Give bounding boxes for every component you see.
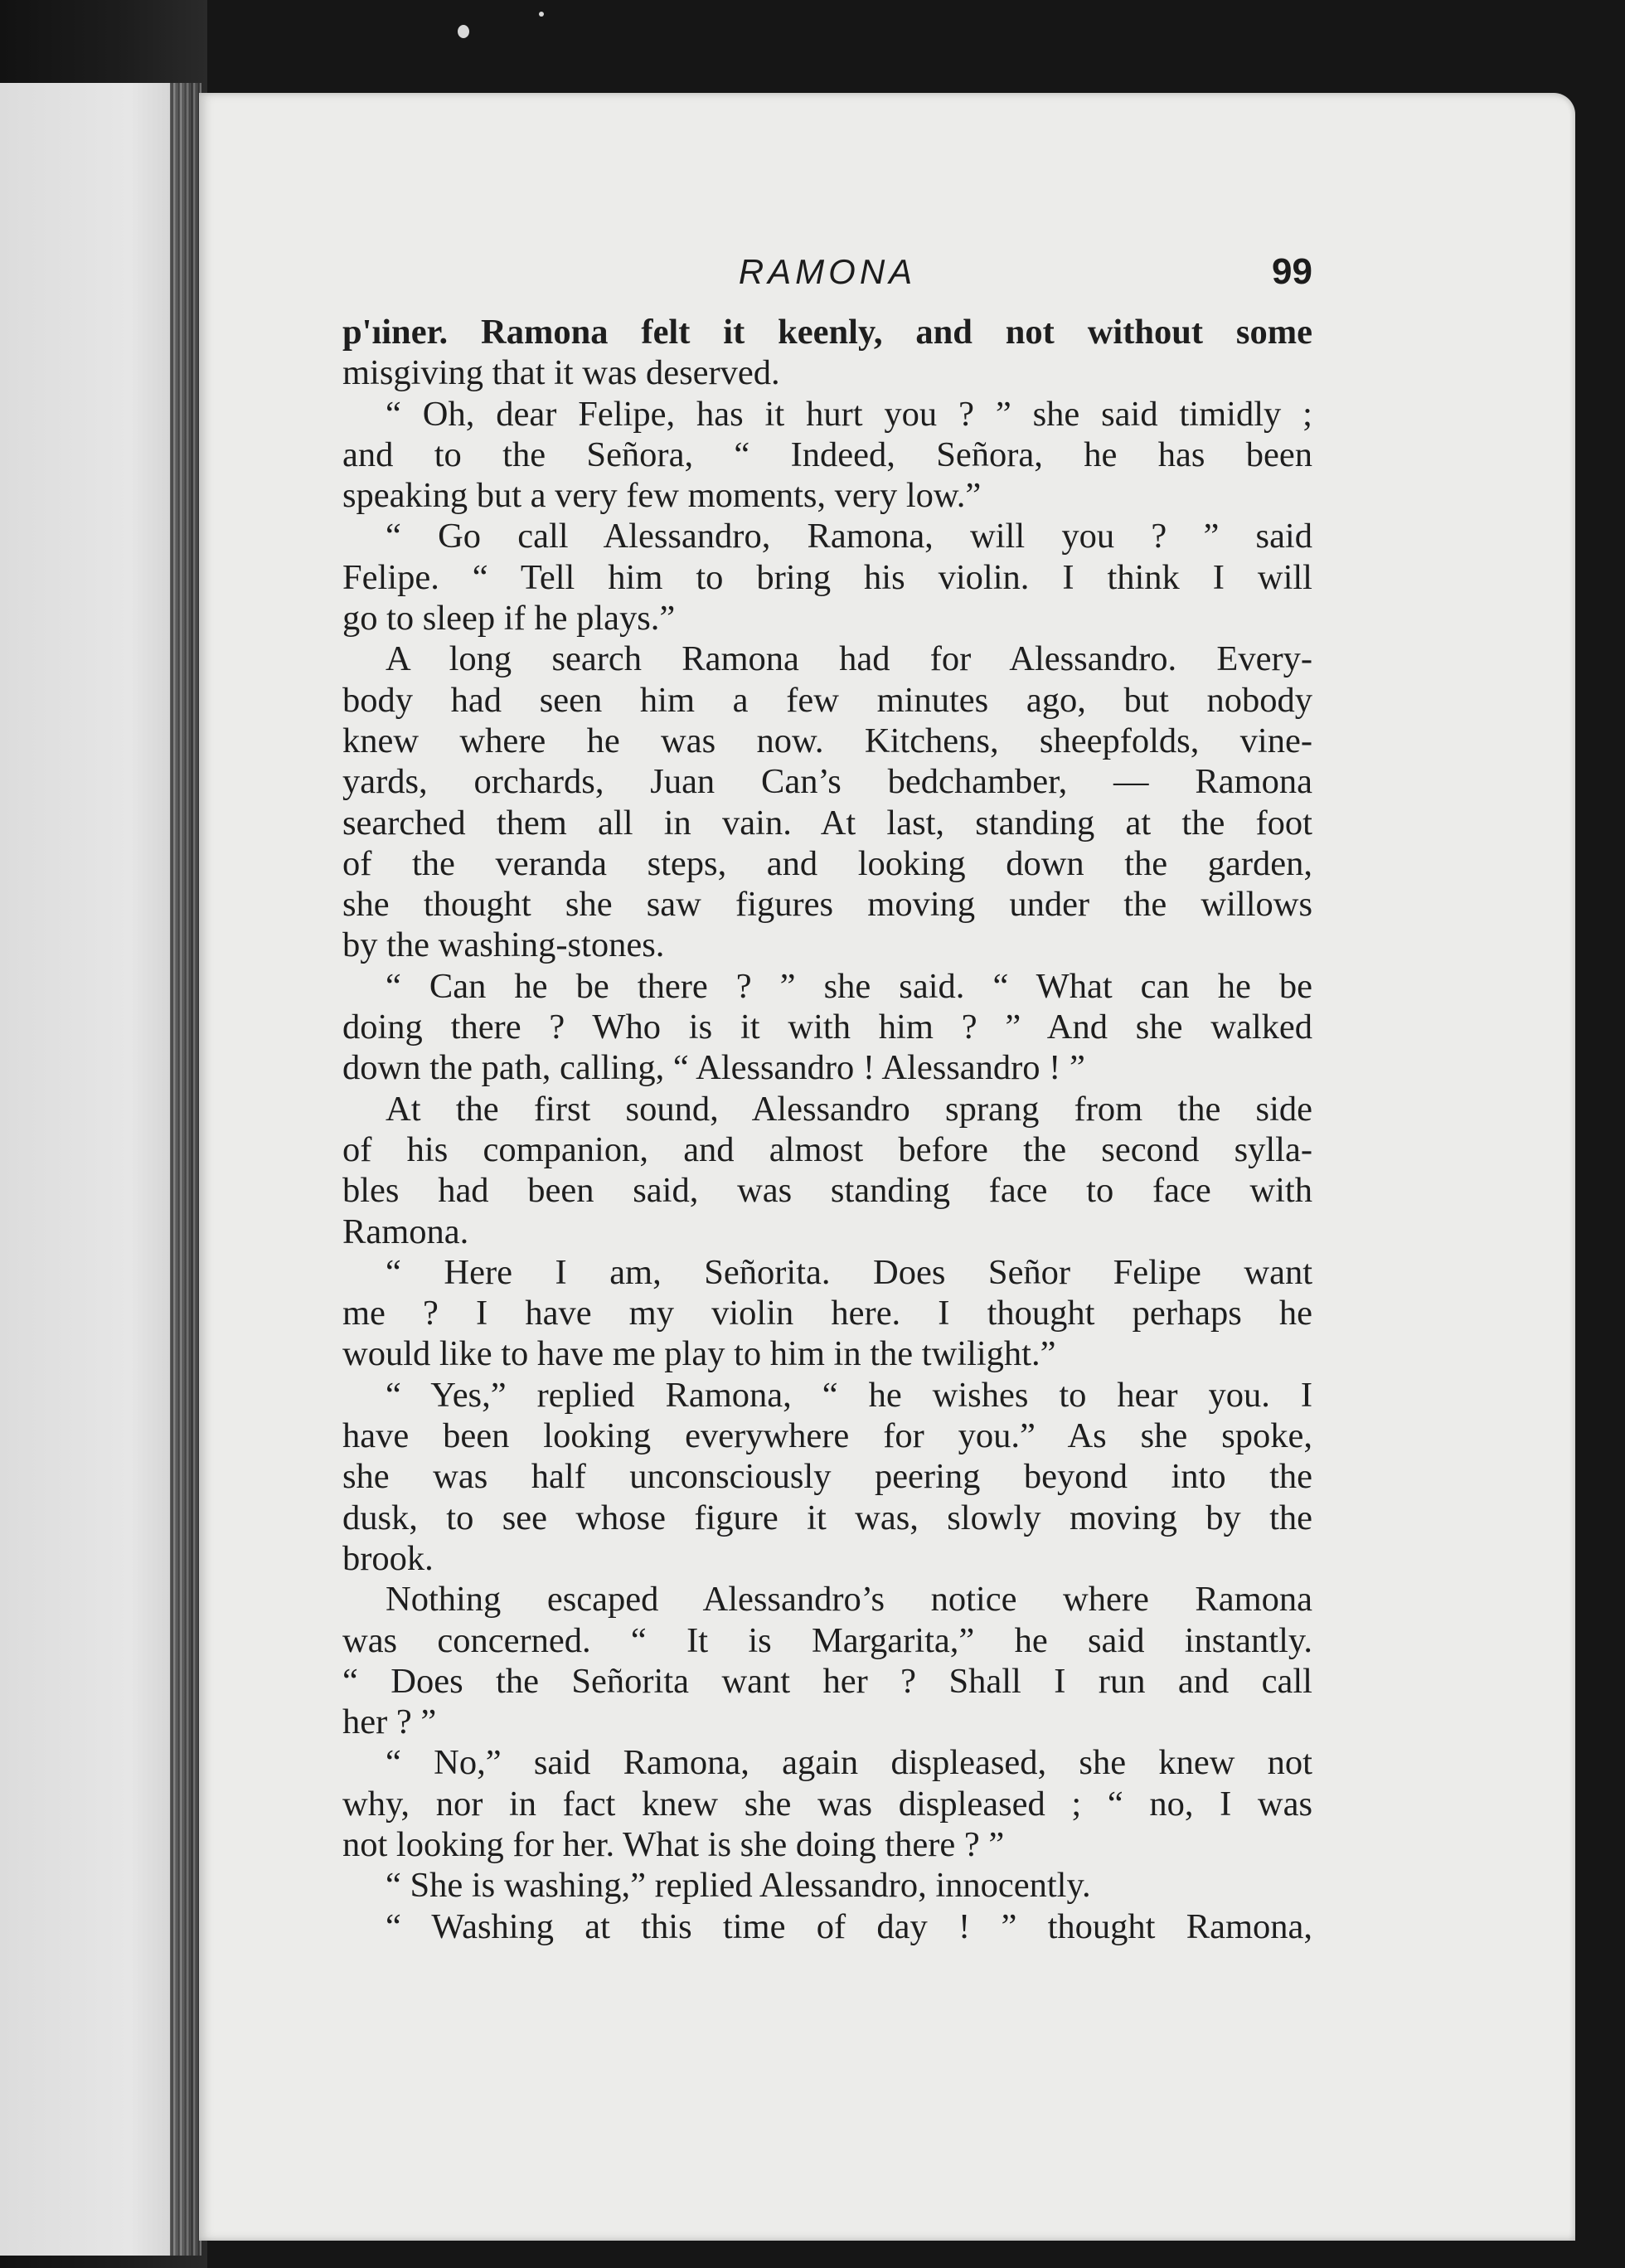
- scan-speck: [458, 25, 469, 38]
- text-line: she thought she saw figures moving under the willows: [342, 885, 1312, 925]
- body-text: [342, 312, 1312, 1947]
- text-line: yards, orchards, Juan Can’s bedchamber, — Ramona: [342, 762, 1312, 802]
- text-line: “ Go call Alessandro, Ramona, will you ? ” said: [386, 517, 1312, 556]
- text-line: searched them all in vain. At last, standing at the foot: [342, 803, 1312, 843]
- page-header: [342, 247, 1312, 297]
- text-line: of his companion, and almost before the second sylla-: [342, 1129, 1312, 1169]
- text-line: Ramona.: [342, 1212, 469, 1251]
- text-line: “ No,” said Ramona, again displeased, she knew not: [386, 1743, 1312, 1783]
- text-line: would like to have me play to him in the twilight.”: [342, 1334, 1056, 1374]
- text-line: not looking for her. What is she doing there ? ”: [342, 1824, 1005, 1864]
- text-line: me ? I have my violin here. I thought perhaps he: [342, 1294, 1312, 1333]
- text-line: have been looking everywhere for you.” As she spoke,: [342, 1416, 1312, 1456]
- book-binding: [170, 83, 201, 2256]
- text-line: brook.: [342, 1538, 434, 1578]
- text-line: bles had been said, was standing face to face with: [342, 1171, 1312, 1211]
- text-line: At the first sound, Alessandro sprang from the side: [386, 1089, 1312, 1129]
- text-line: knew where he was now. Kitchens, sheepfolds, vine-: [342, 721, 1312, 760]
- text-line: “ Here I am, Señorita. Does Señor Felipe want: [386, 1252, 1312, 1292]
- text-line: she was half unconsciously peering beyond into the: [342, 1457, 1312, 1497]
- text-line: speaking but a very few moments, very low.”: [342, 476, 982, 516]
- text-line: and to the Señora, “ Indeed, Señora, he has been: [342, 435, 1312, 474]
- text-line: Nothing escaped Alessandro’s notice where Ramona: [386, 1580, 1312, 1620]
- text-line: her ? ”: [342, 1702, 437, 1742]
- scan-speck: [539, 12, 544, 17]
- text-line: “ She is washing,” replied Alessandro, innocently.: [386, 1866, 1091, 1906]
- text-line: why, nor in fact knew she was displeased ; “ no, I was: [342, 1784, 1312, 1824]
- text-line: “ Does the Señorita want her ? Shall I run and call: [342, 1661, 1312, 1701]
- text-line: doing there ? Who is it with him ? ” And she walked: [342, 1008, 1312, 1047]
- text-line: “ Can he be there ? ” she said. “ What can he be: [386, 966, 1312, 1006]
- text-line: of the veranda steps, and looking down the garden,: [342, 843, 1312, 883]
- text-line: “ Yes,” replied Ramona, “ he wishes to hear you. I: [386, 1375, 1312, 1415]
- text-line: p'ıiner. Ramona felt it keenly, and not without some: [342, 313, 1312, 352]
- text-line: “ Oh, dear Felipe, has it hurt you ? ” she said timidly ;: [386, 394, 1312, 434]
- text-line: down the path, calling, “ Alessandro ! Alessandro ! ”: [342, 1048, 1085, 1088]
- text-line: was concerned. “ It is Margarita,” he said instantly.: [342, 1620, 1312, 1660]
- running-title: RAMONA: [738, 252, 917, 291]
- page-number: 99: [1272, 251, 1312, 292]
- text-line: A long search Ramona had for Alessandro. Every-: [386, 639, 1312, 679]
- facing-page-edge: [0, 83, 187, 2256]
- text-line: Felipe. “ Tell him to bring his violin. I think I will: [342, 557, 1312, 597]
- text-line: go to sleep if he plays.”: [342, 599, 676, 639]
- text-line: by the washing-stones.: [342, 925, 665, 965]
- text-line: misgiving that it was deserved.: [342, 353, 780, 393]
- text-line: dusk, to see whose figure it was, slowly moving by the: [342, 1498, 1312, 1537]
- text-line: body had seen him a few minutes ago, but nobody: [342, 680, 1312, 720]
- text-line: “ Washing at this time of day ! ” thought Ramona,: [386, 1906, 1312, 1946]
